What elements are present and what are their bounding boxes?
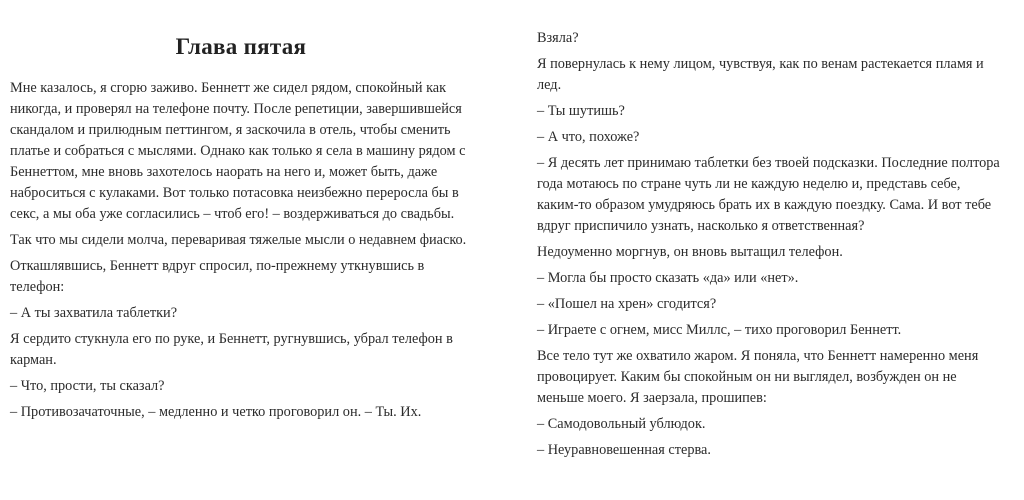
paragraph: Взяла?: [537, 30, 579, 46]
left-page: [10, 30, 472, 428]
paragraph: – Я десять лет принимаю таблетки без твоей подсказки. Последние полтора года мотаюсь по стране чуть ли не каждую неделю и, представь себе, каким-то образом умудряюсь брать их в каждую поездку. Сама. И вот тебе вдруг приспичило узнать, насколько я ответственная?: [537, 155, 1000, 234]
paragraph: – А ты захватила таблетки?: [10, 305, 178, 321]
paragraph: Все тело тут же охватило жаром. Я поняла, что Беннетт намеренно меня провоцирует. Каким бы спокойным он ни выглядел, возбужден он не меньше моего. Я заерзала, прошипев:: [537, 348, 979, 406]
paragraph: – «Пошел на хрен» сгодится?: [537, 296, 717, 312]
paragraph: – Что, прости, ты сказал?: [10, 378, 165, 394]
paragraph: Я сердито стукнула его по руке, и Беннетт, ругнувшись, убрал телефон в карман.: [10, 331, 453, 368]
paragraph: – Играете с огнем, мисс Миллс, – тихо проговорил Беннетт.: [537, 322, 902, 338]
paragraph: – Неуравновешенная стерва.: [537, 442, 711, 458]
paragraph: Так что мы сидели молча, переваривая тяжелые мысли о недавнем фиаско.: [10, 232, 467, 248]
right-page: [537, 28, 1002, 466]
paragraph: Я повернулась к нему лицом, чувствуя, как по венам растекается пламя и лед.: [537, 56, 984, 93]
paragraph: – Ты шутишь?: [537, 103, 625, 119]
paragraph: Откашлявшись, Беннетт вдруг спросил, по-прежнему уткнувшись в телефон:: [10, 258, 425, 295]
paragraph: – Самодовольный ублюдок.: [537, 416, 706, 432]
paragraph: – Могла бы просто сказать «да» или «нет».: [537, 270, 799, 286]
paragraph: – Противозачаточные, – медленно и четко проговорил он. – Ты. Их.: [10, 404, 422, 420]
paragraph: Недоуменно моргнув, он вновь вытащил телефон.: [537, 244, 843, 260]
paragraph: – А что, похоже?: [537, 129, 640, 145]
paragraph: Мне казалось, я сгорю заживо. Беннетт же сидел рядом, спокойный как никогда, и проверял на телефоне почту. После репетиции, завершившейся скандалом и прилюдным петтингом, я заскочила в отель, чтобы сменить платье и собраться с мыслями. Однако как только я села в машину рядом с Беннеттом, мне вновь захотелось наорать на него и, может быть, даже наброситься с кулаками. Вот только потасовка неизбежно переросла бы в секс, а мы оба уже согласились – чтоб его! – воздерживаться до свадьбы.: [10, 80, 466, 222]
chapter-title: Глава пятая: [175, 34, 307, 59]
